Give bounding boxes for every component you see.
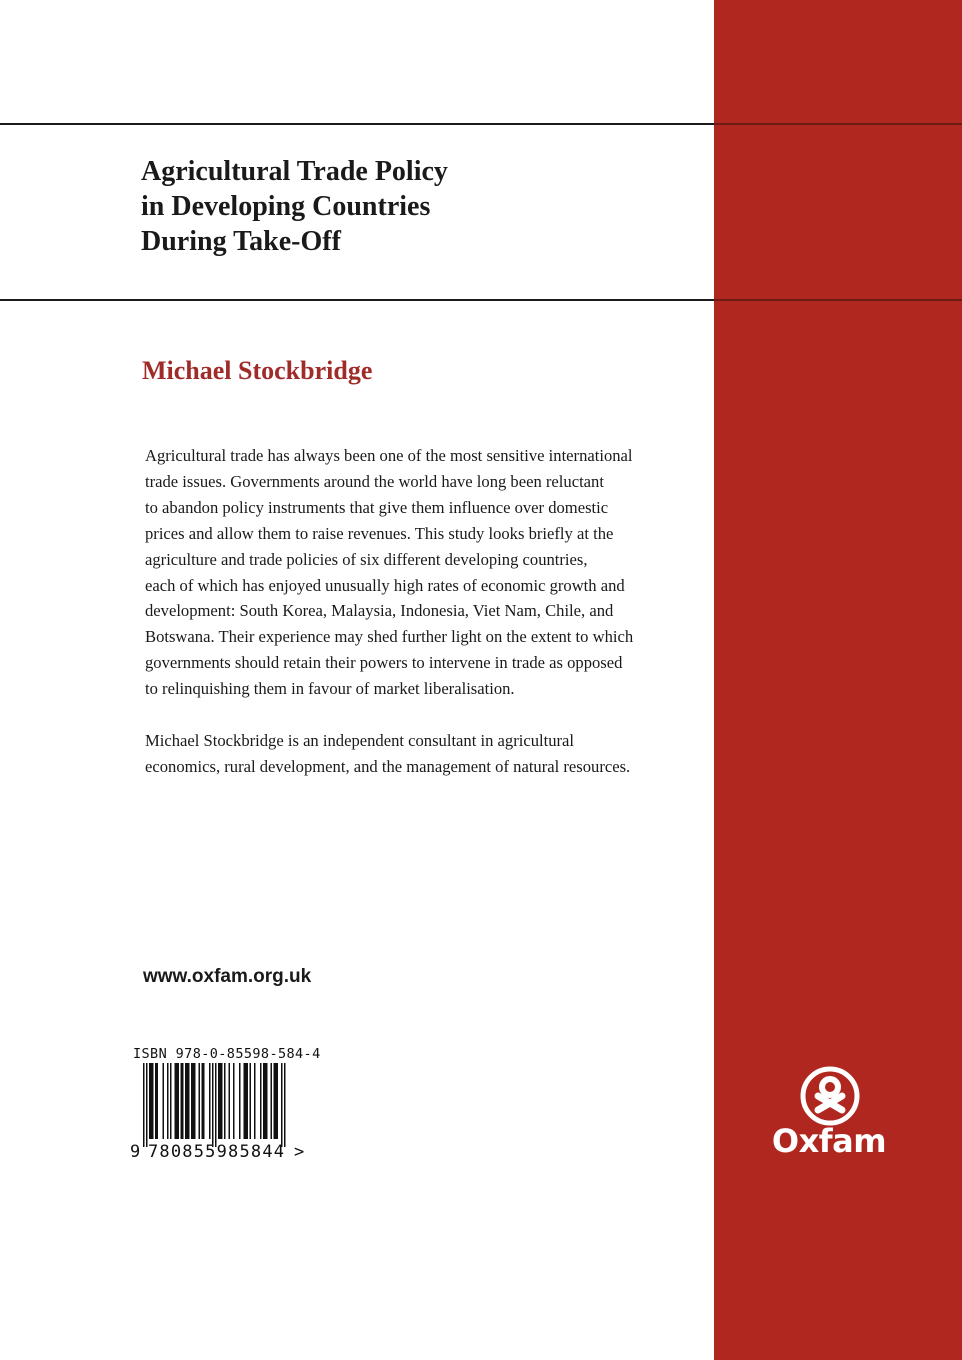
barcode-bar — [187, 1063, 189, 1139]
barcode-bar — [157, 1063, 159, 1139]
barcode-bar — [170, 1063, 172, 1139]
barcode-bar — [254, 1063, 256, 1139]
barcode-bar — [176, 1063, 178, 1139]
barcode-bar — [265, 1063, 267, 1139]
barcode-bar — [274, 1063, 276, 1139]
title-line: Agricultural Trade Policy — [141, 156, 448, 187]
barcode-bar — [203, 1063, 205, 1139]
blurb-line: prices and allow them to raise revenues. This study looks briefly at the — [145, 523, 614, 543]
barcode-bar — [182, 1063, 184, 1139]
bottom-rule-extension — [714, 299, 962, 301]
barcode-bar — [163, 1063, 165, 1139]
barcode-bar — [152, 1063, 154, 1139]
barcode-digit-string: 780855985844 — [148, 1142, 286, 1162]
book-blurb — [145, 443, 705, 702]
barcode-bar — [202, 1063, 204, 1139]
barcode-arrow: > — [294, 1142, 305, 1162]
barcode-bar — [178, 1063, 180, 1139]
barcode-bar — [284, 1063, 286, 1147]
top-rule-extension — [714, 123, 962, 125]
barcode-bar — [181, 1063, 183, 1139]
oxfam-logo-icon — [798, 1064, 862, 1128]
blurb-line: Botswana. Their experience may shed further light on the extent to which — [145, 627, 634, 647]
barcode-bar — [221, 1063, 223, 1139]
blurb-line: each of which has enjoyed unusually high rates of economic growth and — [145, 575, 625, 595]
barcode-first-digit: 9 — [130, 1142, 141, 1162]
barcode-bar — [143, 1063, 145, 1147]
barcode-bar — [229, 1063, 231, 1139]
bio-line: economics, rural development, and the management of natural resources. — [145, 756, 631, 776]
author-name: Michael Stockbridge — [142, 356, 373, 385]
title-line: During Take-Off — [141, 226, 341, 257]
isbn-barcode — [143, 1063, 295, 1147]
barcode-bar — [209, 1063, 211, 1139]
barcode-bar — [247, 1063, 249, 1139]
blurb-line: to relinquishing them in favour of market liberalisation. — [145, 679, 515, 699]
barcode-bar — [215, 1063, 217, 1147]
barcode-bar — [260, 1063, 262, 1139]
blurb-line: trade issues. Governments around the world have long been reluctant — [145, 471, 604, 491]
author-bio — [145, 728, 705, 780]
barcode-bar — [175, 1063, 177, 1139]
barcode-bar — [275, 1063, 277, 1139]
isbn-label: ISBN 978-0-85598-584-4 — [133, 1046, 321, 1062]
barcode-bar — [191, 1063, 193, 1139]
barcode-bar — [271, 1063, 273, 1139]
barcode-bar — [151, 1063, 153, 1139]
blurb-line: agriculture and trade policies of six different developing countries, — [145, 549, 588, 569]
barcode-bar — [233, 1063, 235, 1139]
barcode-bar — [185, 1063, 187, 1139]
barcode-bar — [244, 1063, 246, 1139]
barcode-bar — [263, 1063, 265, 1139]
barcode-bar — [220, 1063, 222, 1139]
barcode-bar — [250, 1063, 252, 1139]
barcode-bar — [245, 1063, 247, 1139]
barcode-bar — [167, 1063, 169, 1139]
barcode-bar — [218, 1063, 220, 1139]
barcode-bar — [149, 1063, 151, 1139]
barcode-bar — [155, 1063, 157, 1139]
book-title — [141, 154, 701, 259]
publisher-name: Oxfam — [771, 1122, 887, 1160]
barcode-bar — [188, 1063, 190, 1139]
blurb-line: to abandon policy instruments that give them influence over domestic — [145, 497, 609, 517]
blurb-line: development: South Korea, Malaysia, Indonesia, Viet Nam, Chile, and — [145, 601, 614, 621]
barcode-bar — [193, 1063, 195, 1139]
website-link[interactable]: www.oxfam.org.uk — [143, 966, 312, 987]
barcode-bar — [199, 1063, 201, 1139]
top-rule — [0, 123, 714, 125]
bio-line: Michael Stockbridge is an independent consultant in agricultural — [145, 731, 575, 750]
bottom-rule — [0, 299, 714, 301]
title-line: in Developing Countries — [141, 191, 431, 222]
barcode-bar — [277, 1063, 279, 1139]
barcode-bar — [194, 1063, 196, 1139]
blurb-line: Agricultural trade has always been one of the most sensitive international — [145, 446, 633, 465]
barcode-bar — [146, 1063, 148, 1147]
barcode-bar — [239, 1063, 241, 1139]
barcode-bar — [266, 1063, 268, 1139]
blurb-line: governments should retain their powers to intervene in trade as opposed — [145, 653, 623, 673]
barcode-bar — [281, 1063, 283, 1147]
barcode-bar — [212, 1063, 214, 1147]
barcode-bar — [224, 1063, 226, 1139]
